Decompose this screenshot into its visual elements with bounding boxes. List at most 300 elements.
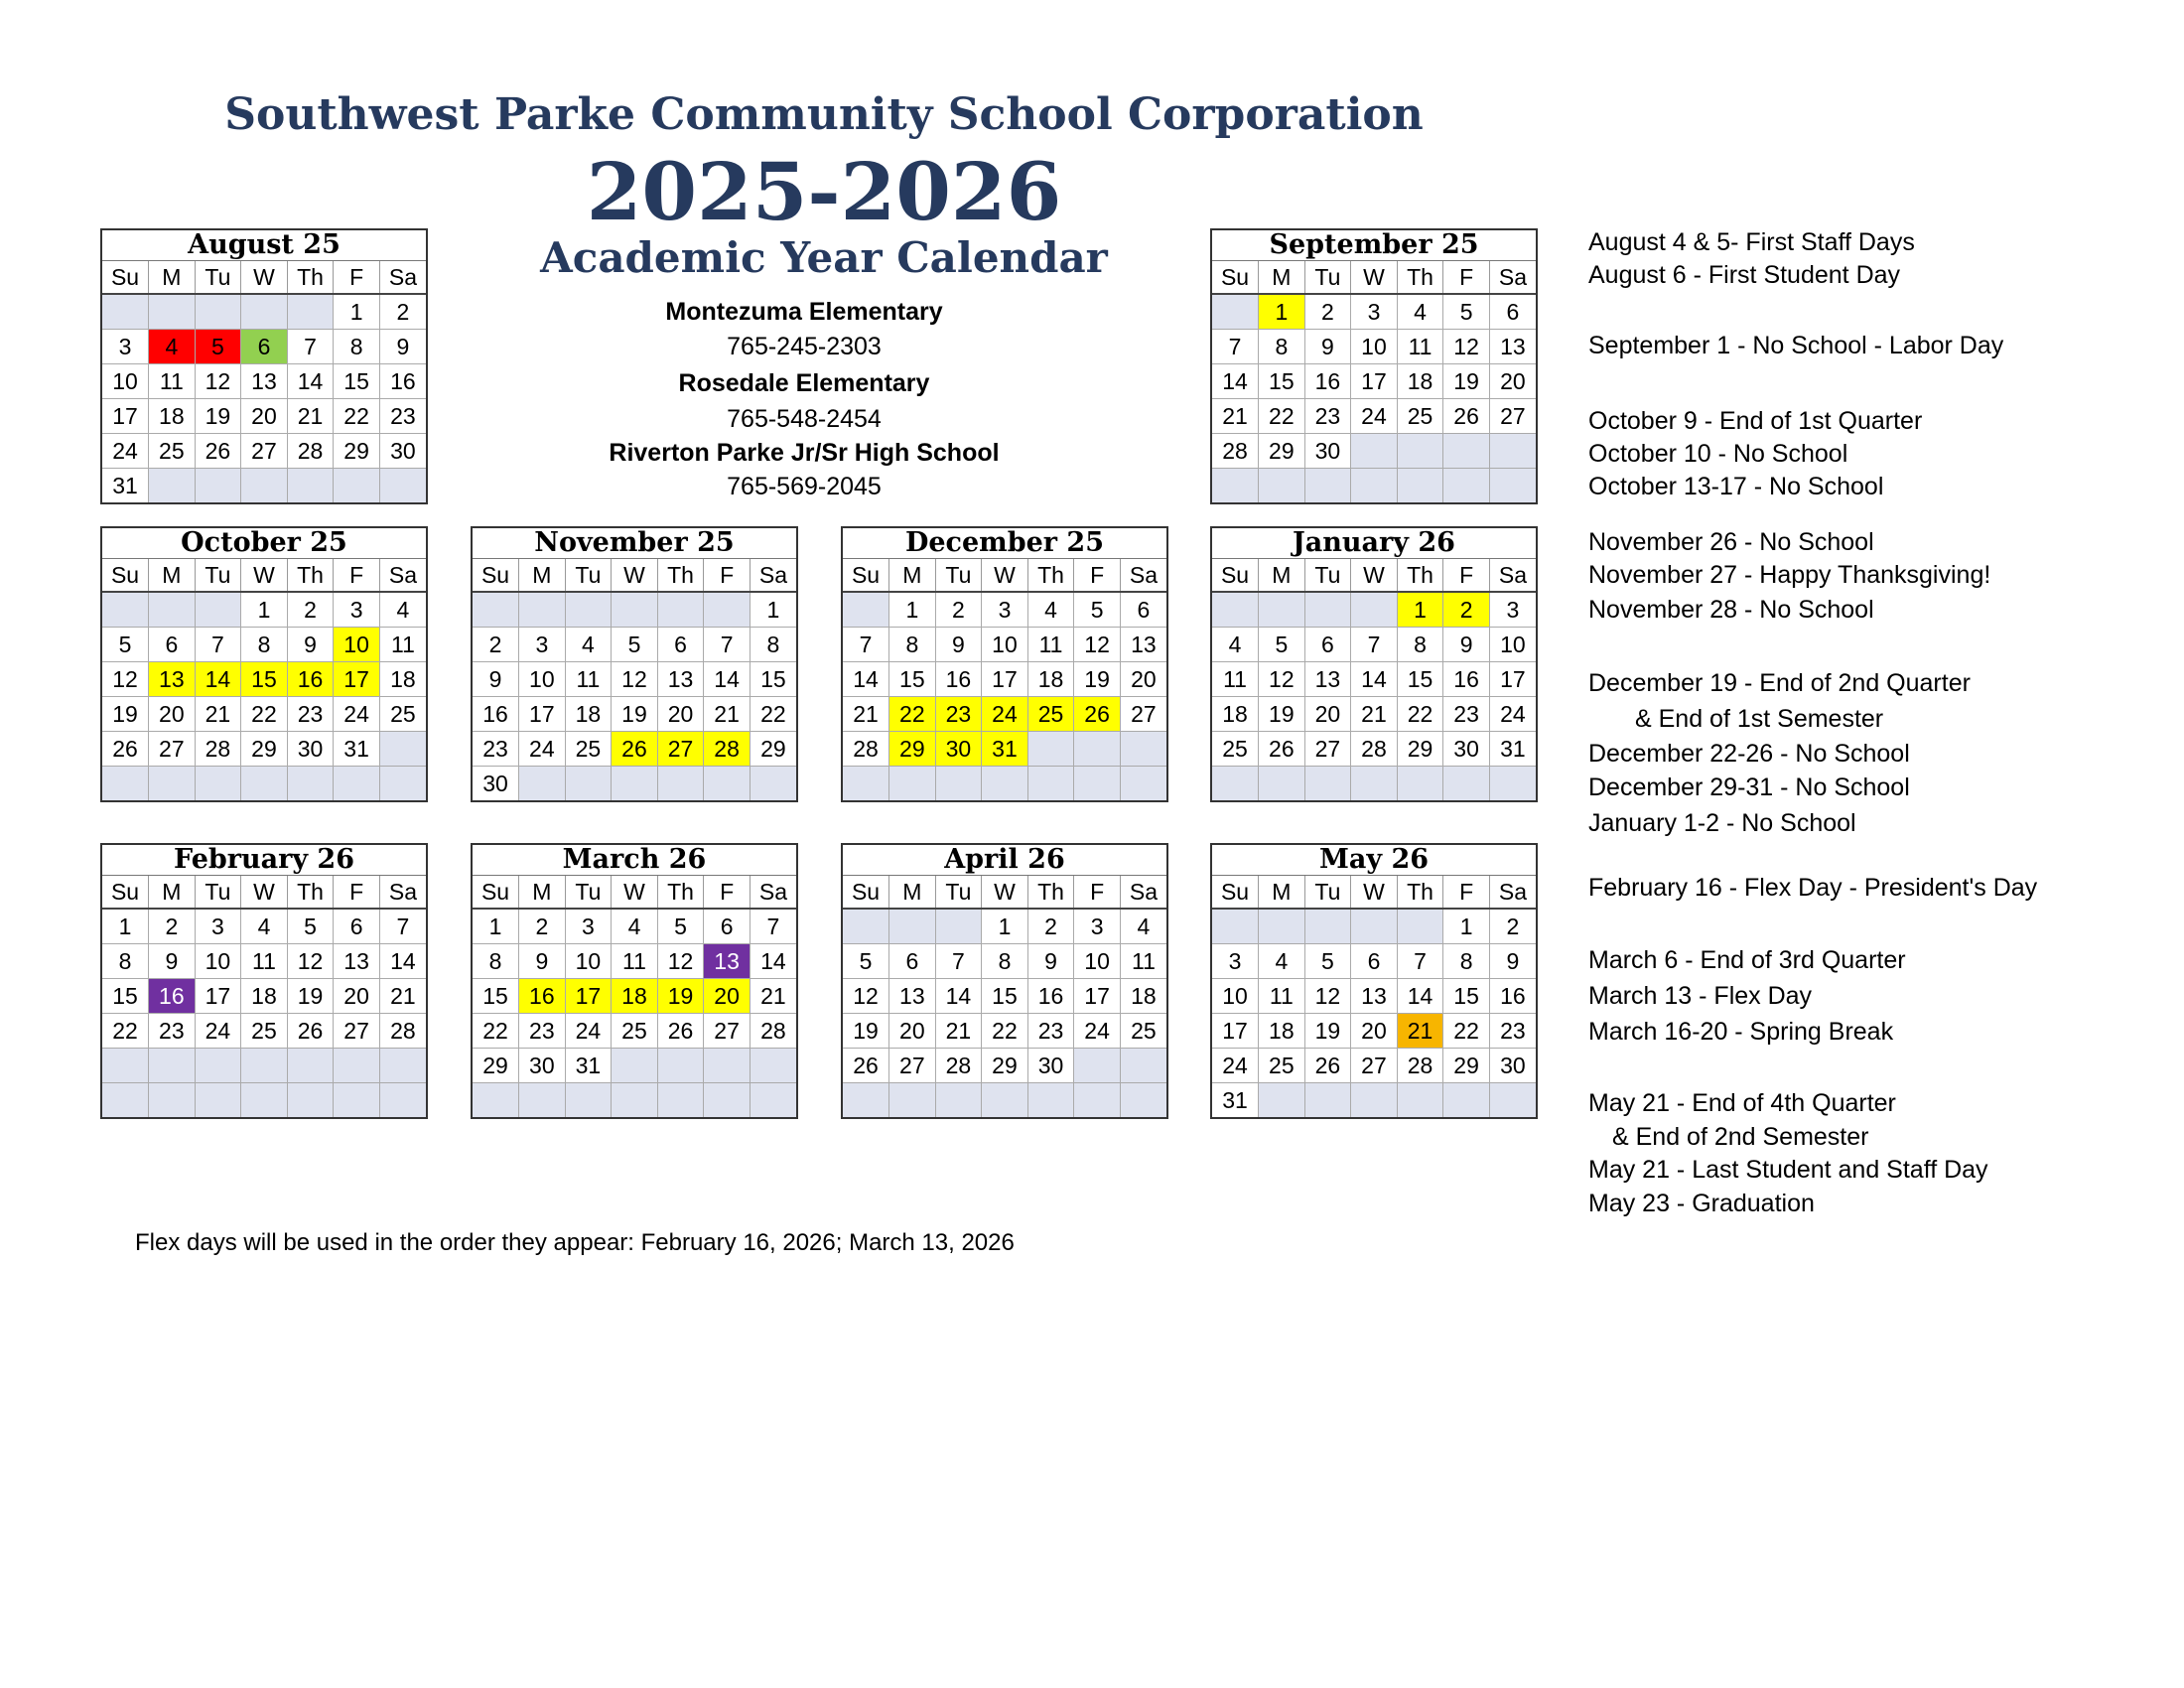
weekday-header: Su xyxy=(473,876,519,909)
empty-cell xyxy=(473,1083,519,1118)
weekday-header: F xyxy=(1074,559,1121,592)
empty-cell xyxy=(1489,767,1536,801)
day-cell: 7 xyxy=(379,909,426,944)
empty-cell xyxy=(1259,767,1305,801)
day-cell: 23 xyxy=(473,732,519,767)
day-cell: 11 xyxy=(149,364,196,399)
month-title: April 26 xyxy=(843,845,1166,876)
day-cell: 25 xyxy=(1259,1049,1305,1083)
empty-cell xyxy=(1304,1083,1351,1118)
weekday-header: W xyxy=(612,876,658,909)
weekday-header: Su xyxy=(102,876,149,909)
month-calendar xyxy=(471,843,798,1119)
empty-cell xyxy=(565,767,612,801)
empty-cell xyxy=(287,294,334,330)
empty-cell xyxy=(1259,469,1305,503)
event-item: October 10 - No School xyxy=(1588,440,1848,468)
weekday-header: M xyxy=(519,876,566,909)
day-cell: 13 xyxy=(334,944,380,979)
empty-cell xyxy=(287,767,334,801)
day-cell: 1 xyxy=(241,592,288,628)
weekday-header: Su xyxy=(1212,876,1259,909)
day-cell: 5 xyxy=(1074,592,1121,628)
empty-cell xyxy=(1489,469,1536,503)
event-item: & End of 2nd Semester xyxy=(1612,1123,1869,1151)
day-cell: 3 xyxy=(1489,592,1536,628)
month-calendar xyxy=(471,526,798,802)
day-cell: 30 xyxy=(519,1049,566,1083)
day-cell: 20 xyxy=(1304,697,1351,732)
day-cell: 16 xyxy=(379,364,426,399)
day-cell: 25 xyxy=(1027,697,1074,732)
day-cell: 28 xyxy=(195,732,241,767)
weekday-header: Su xyxy=(102,261,149,294)
empty-cell xyxy=(750,767,796,801)
day-cell: 2 xyxy=(473,628,519,662)
empty-cell xyxy=(1304,909,1351,944)
empty-cell xyxy=(102,1049,149,1083)
day-cell: 4 xyxy=(1120,909,1166,944)
day-cell: 1 xyxy=(750,592,796,628)
day-cell: 31 xyxy=(982,732,1028,767)
day-cell: 29 xyxy=(1259,434,1305,469)
day-cell: 2 xyxy=(379,294,426,330)
day-cell: 14 xyxy=(1212,364,1259,399)
weekday-header: M xyxy=(149,261,196,294)
day-cell: 27 xyxy=(149,732,196,767)
event-item: October 9 - End of 1st Quarter xyxy=(1588,407,1923,435)
day-cell: 16 xyxy=(1443,662,1490,697)
day-cell: 26 xyxy=(287,1014,334,1049)
day-cell: 30 xyxy=(935,732,982,767)
day-cell: 24 xyxy=(195,1014,241,1049)
day-cell: 12 xyxy=(612,662,658,697)
weekday-header: M xyxy=(149,559,196,592)
day-cell: 17 xyxy=(565,979,612,1014)
weekday-header: Sa xyxy=(1120,876,1166,909)
empty-cell xyxy=(1027,1083,1074,1118)
empty-cell xyxy=(704,767,751,801)
day-cell: 28 xyxy=(287,434,334,469)
day-cell: 6 xyxy=(241,330,288,364)
event-item: August 6 - First Student Day xyxy=(1588,261,1901,289)
day-cell: 6 xyxy=(334,909,380,944)
day-cell: 10 xyxy=(565,944,612,979)
day-cell: 28 xyxy=(1351,732,1398,767)
day-cell: 19 xyxy=(843,1014,889,1049)
day-cell: 18 xyxy=(565,697,612,732)
empty-cell xyxy=(195,1049,241,1083)
empty-cell xyxy=(1443,1083,1490,1118)
day-cell: 9 xyxy=(473,662,519,697)
weekday-header: M xyxy=(1259,876,1305,909)
day-cell: 15 xyxy=(750,662,796,697)
day-cell: 9 xyxy=(519,944,566,979)
day-cell: 12 xyxy=(1304,979,1351,1014)
day-cell: 21 xyxy=(1212,399,1259,434)
day-cell: 25 xyxy=(612,1014,658,1049)
day-cell: 10 xyxy=(1351,330,1398,364)
day-cell: 26 xyxy=(1074,697,1121,732)
day-cell: 8 xyxy=(102,944,149,979)
weekday-header: F xyxy=(1443,261,1490,294)
corporation-title: Southwest Parke Community School Corporation xyxy=(224,89,1424,140)
day-cell: 5 xyxy=(843,944,889,979)
empty-cell xyxy=(1397,434,1443,469)
day-cell: 27 xyxy=(241,434,288,469)
event-item: January 1-2 - No School xyxy=(1588,809,1856,837)
day-cell: 28 xyxy=(1212,434,1259,469)
empty-cell xyxy=(379,732,426,767)
empty-cell xyxy=(935,909,982,944)
day-cell: 27 xyxy=(334,1014,380,1049)
day-cell: 3 xyxy=(102,330,149,364)
empty-cell xyxy=(1304,767,1351,801)
day-cell: 13 xyxy=(1120,628,1166,662)
empty-cell xyxy=(1351,592,1398,628)
day-cell: 24 xyxy=(1074,1014,1121,1049)
day-cell: 26 xyxy=(612,732,658,767)
day-cell: 12 xyxy=(1443,330,1490,364)
day-cell: 8 xyxy=(982,944,1028,979)
month-calendar xyxy=(1210,843,1538,1119)
day-cell: 3 xyxy=(1074,909,1121,944)
day-cell: 27 xyxy=(1120,697,1166,732)
day-cell: 15 xyxy=(241,662,288,697)
weekday-header: Sa xyxy=(1120,559,1166,592)
empty-cell xyxy=(1397,909,1443,944)
day-cell: 18 xyxy=(1027,662,1074,697)
day-cell: 14 xyxy=(1351,662,1398,697)
school-phone: 765-548-2454 xyxy=(727,405,882,433)
day-cell: 21 xyxy=(195,697,241,732)
weekday-header: F xyxy=(1443,876,1490,909)
day-cell: 1 xyxy=(1443,909,1490,944)
empty-cell xyxy=(519,1083,566,1118)
month-title: May 26 xyxy=(1212,845,1536,876)
empty-cell xyxy=(1120,767,1166,801)
empty-cell xyxy=(565,592,612,628)
weekday-header: Th xyxy=(1397,559,1443,592)
day-cell: 11 xyxy=(1120,944,1166,979)
empty-cell xyxy=(1351,767,1398,801)
day-cell: 23 xyxy=(1027,1014,1074,1049)
empty-cell xyxy=(149,1049,196,1083)
empty-cell xyxy=(149,294,196,330)
day-cell: 29 xyxy=(750,732,796,767)
day-cell: 17 xyxy=(1212,1014,1259,1049)
weekday-header: Tu xyxy=(565,559,612,592)
day-cell: 8 xyxy=(1259,330,1305,364)
day-cell: 1 xyxy=(473,909,519,944)
month-calendar xyxy=(100,843,428,1119)
day-cell: 30 xyxy=(1304,434,1351,469)
day-cell: 12 xyxy=(1074,628,1121,662)
day-cell: 15 xyxy=(1259,364,1305,399)
day-cell: 30 xyxy=(1443,732,1490,767)
empty-cell xyxy=(612,1083,658,1118)
day-cell: 20 xyxy=(889,1014,936,1049)
weekday-header: Su xyxy=(473,559,519,592)
day-cell: 11 xyxy=(565,662,612,697)
day-cell: 30 xyxy=(1027,1049,1074,1083)
month-title: September 25 xyxy=(1212,230,1536,261)
month-title: March 26 xyxy=(473,845,796,876)
weekday-header: Su xyxy=(102,559,149,592)
day-cell: 10 xyxy=(1212,979,1259,1014)
month-title: January 26 xyxy=(1212,528,1536,559)
day-cell: 15 xyxy=(102,979,149,1014)
day-cell: 14 xyxy=(1397,979,1443,1014)
flex-days-footnote: Flex days will be used in the order they appear: February 16, 2026; March 13, 2026 xyxy=(135,1229,1015,1256)
day-cell: 16 xyxy=(935,662,982,697)
empty-cell xyxy=(334,1083,380,1118)
day-cell: 22 xyxy=(473,1014,519,1049)
empty-cell xyxy=(1351,469,1398,503)
weekday-header: Su xyxy=(843,876,889,909)
day-cell: 20 xyxy=(1120,662,1166,697)
day-cell: 10 xyxy=(1489,628,1536,662)
day-cell: 1 xyxy=(889,592,936,628)
day-cell: 14 xyxy=(379,944,426,979)
day-cell: 26 xyxy=(102,732,149,767)
weekday-header: W xyxy=(982,559,1028,592)
empty-cell xyxy=(149,1083,196,1118)
day-cell: 18 xyxy=(1259,1014,1305,1049)
day-cell: 7 xyxy=(1397,944,1443,979)
day-cell: 7 xyxy=(195,628,241,662)
day-cell: 23 xyxy=(287,697,334,732)
day-cell: 6 xyxy=(1489,294,1536,330)
weekday-header: W xyxy=(982,876,1028,909)
day-cell: 17 xyxy=(102,399,149,434)
day-cell: 9 xyxy=(935,628,982,662)
empty-cell xyxy=(334,767,380,801)
weekday-header: Su xyxy=(843,559,889,592)
day-cell: 21 xyxy=(935,1014,982,1049)
day-cell: 12 xyxy=(657,944,704,979)
month-calendar xyxy=(1210,526,1538,802)
day-cell: 23 xyxy=(519,1014,566,1049)
empty-cell xyxy=(1120,1049,1166,1083)
empty-cell xyxy=(195,469,241,503)
empty-cell xyxy=(1212,909,1259,944)
day-cell: 1 xyxy=(982,909,1028,944)
empty-cell xyxy=(1304,469,1351,503)
empty-cell xyxy=(1489,434,1536,469)
day-cell: 5 xyxy=(1443,294,1490,330)
day-cell: 5 xyxy=(612,628,658,662)
day-cell: 25 xyxy=(1120,1014,1166,1049)
day-cell: 18 xyxy=(1212,697,1259,732)
weekday-header: W xyxy=(241,876,288,909)
empty-cell xyxy=(379,1049,426,1083)
day-cell: 22 xyxy=(241,697,288,732)
empty-cell xyxy=(982,767,1028,801)
empty-cell xyxy=(287,469,334,503)
day-cell: 11 xyxy=(1027,628,1074,662)
empty-cell xyxy=(1212,294,1259,330)
weekday-header: Tu xyxy=(935,559,982,592)
weekday-header: M xyxy=(889,876,936,909)
empty-cell xyxy=(1027,732,1074,767)
day-cell: 11 xyxy=(241,944,288,979)
empty-cell xyxy=(1351,434,1398,469)
day-cell: 14 xyxy=(935,979,982,1014)
day-cell: 3 xyxy=(1351,294,1398,330)
day-cell: 4 xyxy=(149,330,196,364)
empty-cell xyxy=(843,1083,889,1118)
day-cell: 1 xyxy=(1259,294,1305,330)
day-cell: 2 xyxy=(1027,909,1074,944)
weekday-header: W xyxy=(241,261,288,294)
day-cell: 7 xyxy=(1351,628,1398,662)
day-cell: 22 xyxy=(750,697,796,732)
event-item: December 19 - End of 2nd Quarter xyxy=(1588,669,1971,697)
day-cell: 19 xyxy=(102,697,149,732)
empty-cell xyxy=(519,592,566,628)
day-cell: 22 xyxy=(1259,399,1305,434)
day-cell: 14 xyxy=(843,662,889,697)
empty-cell xyxy=(982,1083,1028,1118)
day-cell: 19 xyxy=(195,399,241,434)
day-cell: 19 xyxy=(287,979,334,1014)
day-cell: 30 xyxy=(379,434,426,469)
empty-cell xyxy=(241,767,288,801)
weekday-header: Sa xyxy=(1489,261,1536,294)
day-cell: 5 xyxy=(195,330,241,364)
day-cell: 6 xyxy=(889,944,936,979)
empty-cell xyxy=(149,767,196,801)
day-cell: 16 xyxy=(519,979,566,1014)
weekday-header: Th xyxy=(287,559,334,592)
day-cell: 17 xyxy=(982,662,1028,697)
empty-cell xyxy=(241,1049,288,1083)
day-cell: 10 xyxy=(102,364,149,399)
month-title: December 25 xyxy=(843,528,1166,559)
empty-cell xyxy=(1212,469,1259,503)
day-cell: 24 xyxy=(102,434,149,469)
day-cell: 21 xyxy=(379,979,426,1014)
empty-cell xyxy=(241,1083,288,1118)
day-cell: 26 xyxy=(1304,1049,1351,1083)
school-phone: 765-569-2045 xyxy=(727,473,882,500)
month-calendar xyxy=(841,843,1168,1119)
day-cell: 29 xyxy=(889,732,936,767)
day-cell: 3 xyxy=(1212,944,1259,979)
weekday-header: M xyxy=(519,559,566,592)
day-cell: 30 xyxy=(473,767,519,801)
weekday-header: Sa xyxy=(379,261,426,294)
weekday-header: Th xyxy=(1027,876,1074,909)
day-cell: 5 xyxy=(657,909,704,944)
day-cell: 6 xyxy=(1120,592,1166,628)
weekday-header: F xyxy=(704,876,751,909)
day-cell: 24 xyxy=(519,732,566,767)
day-cell: 24 xyxy=(565,1014,612,1049)
empty-cell xyxy=(1259,1083,1305,1118)
empty-cell xyxy=(1443,469,1490,503)
weekday-header: Sa xyxy=(750,876,796,909)
empty-cell xyxy=(102,767,149,801)
day-cell: 25 xyxy=(1212,732,1259,767)
month-calendar xyxy=(841,526,1168,802)
empty-cell xyxy=(612,1049,658,1083)
day-cell: 16 xyxy=(1027,979,1074,1014)
day-cell: 8 xyxy=(241,628,288,662)
month-title: November 25 xyxy=(473,528,796,559)
day-cell: 24 xyxy=(1351,399,1398,434)
day-cell: 6 xyxy=(1304,628,1351,662)
weekday-header: W xyxy=(612,559,658,592)
day-cell: 21 xyxy=(704,697,751,732)
day-cell: 29 xyxy=(473,1049,519,1083)
day-cell: 23 xyxy=(935,697,982,732)
weekday-header: Sa xyxy=(750,559,796,592)
day-cell: 10 xyxy=(195,944,241,979)
weekday-header: W xyxy=(1351,876,1398,909)
day-cell: 16 xyxy=(1489,979,1536,1014)
day-cell: 24 xyxy=(334,697,380,732)
day-cell: 6 xyxy=(1351,944,1398,979)
empty-cell xyxy=(1074,1083,1121,1118)
day-cell: 29 xyxy=(1443,1049,1490,1083)
day-cell: 4 xyxy=(379,592,426,628)
day-cell: 20 xyxy=(704,979,751,1014)
empty-cell xyxy=(1074,767,1121,801)
day-cell: 15 xyxy=(1443,979,1490,1014)
weekday-header: Th xyxy=(1397,876,1443,909)
day-cell: 31 xyxy=(1212,1083,1259,1118)
day-cell: 22 xyxy=(982,1014,1028,1049)
day-cell: 8 xyxy=(473,944,519,979)
weekday-header: M xyxy=(889,559,936,592)
weekday-header: Tu xyxy=(1304,559,1351,592)
day-cell: 21 xyxy=(287,399,334,434)
event-item: March 6 - End of 3rd Quarter xyxy=(1588,946,1906,974)
empty-cell xyxy=(935,1083,982,1118)
day-cell: 28 xyxy=(935,1049,982,1083)
empty-cell xyxy=(149,469,196,503)
empty-cell xyxy=(1443,434,1490,469)
day-cell: 19 xyxy=(657,979,704,1014)
day-cell: 26 xyxy=(195,434,241,469)
day-cell: 3 xyxy=(195,909,241,944)
day-cell: 10 xyxy=(519,662,566,697)
empty-cell xyxy=(102,592,149,628)
day-cell: 11 xyxy=(379,628,426,662)
empty-cell xyxy=(149,592,196,628)
month-calendar xyxy=(100,526,428,802)
day-cell: 26 xyxy=(657,1014,704,1049)
day-cell: 20 xyxy=(657,697,704,732)
day-cell: 6 xyxy=(657,628,704,662)
day-cell: 4 xyxy=(241,909,288,944)
day-cell: 28 xyxy=(843,732,889,767)
day-cell: 23 xyxy=(379,399,426,434)
empty-cell xyxy=(704,1049,751,1083)
day-cell: 19 xyxy=(1304,1014,1351,1049)
weekday-header: Th xyxy=(657,876,704,909)
weekday-header: W xyxy=(1351,559,1398,592)
day-cell: 8 xyxy=(1397,628,1443,662)
day-cell: 2 xyxy=(1443,592,1490,628)
day-cell: 9 xyxy=(379,330,426,364)
day-cell: 27 xyxy=(657,732,704,767)
day-cell: 22 xyxy=(1443,1014,1490,1049)
day-cell: 15 xyxy=(982,979,1028,1014)
day-cell: 27 xyxy=(889,1049,936,1083)
